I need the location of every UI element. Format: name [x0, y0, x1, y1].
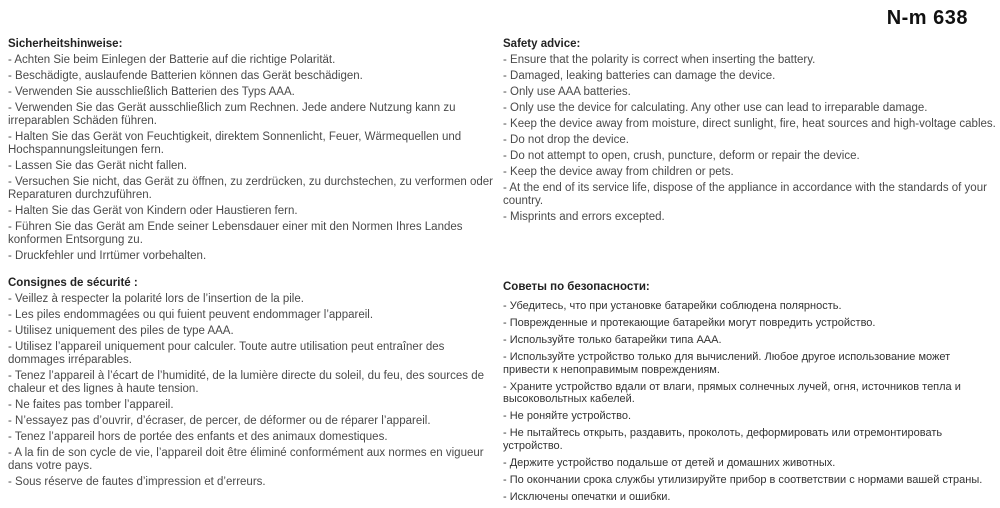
bullet-item: - Не роняйте устройство. [503, 410, 632, 422]
bullet-item: - Поврежденные и протекающие батарейки могут повредить устройство. [503, 317, 876, 329]
bullet-item: - Tenez l’appareil hors de portée des enfants et des animaux domestiques. [8, 431, 388, 443]
bullet-item: - Tenez l’appareil à l’écart de l’humidité, de la lumière directe du soleil, du feu, des sources de chaleur et des lignes à haute tension. [8, 370, 485, 395]
bullet-item: - Damaged, leaking batteries can damage the device. [503, 70, 776, 82]
bullet-item: - Halten Sie das Gerät von Kindern oder Haustieren fern. [8, 205, 298, 217]
bullet-item: - Achten Sie beim Einlegen der Batterie auf die richtige Polarität. [8, 54, 336, 66]
bullet-item: - Druckfehler und Irrtümer vorbehalten. [8, 250, 207, 262]
bullet-item: - N’essayez pas d’ouvrir, d’écraser, de percer, de déformer ou de réparer l’appareil. [8, 415, 431, 427]
bullet-item: - Les piles endommagées ou qui fuient peuvent endommager l’appareil. [8, 309, 374, 321]
bullet-item: - По окончании срока службы утилизируйте прибор в соответствии с нормами вашей страны. [503, 473, 983, 486]
russian-bullet-list [503, 300, 996, 503]
model-number: N-m 638 [886, 7, 968, 29]
bullet-item: - Ensure that the polarity is correct when inserting the battery. [503, 54, 816, 66]
french-bullet-list [8, 293, 497, 489]
bullet-item: - Only use the device for calculating. Any other use can lead to irreparable damage. [503, 102, 928, 114]
section-english [503, 37, 996, 227]
bullet-item: - Используйте только батарейки типа AAA. [503, 334, 722, 346]
section-french-heading: Consignes de sécurité : [8, 277, 138, 289]
section-english-heading: Safety advice: [503, 38, 581, 50]
bullet-item: - Verwenden Sie das Gerät ausschließlich zum Rechnen. Jede andere Nutzung kann zu irreparablen Schäden führen. [8, 102, 456, 127]
bullet-item: - A la fin de son cycle de vie, l’appareil doit être éliminé conformément aux normes en vigueur dans votre pays. [8, 447, 484, 472]
bullet-item: - Держите устройство подальше от детей и домашних животных. [503, 456, 836, 469]
bullet-item: - Veillez à respecter la polarité lors de l’insertion de la pile. [8, 293, 304, 305]
bullet-item: - Храните устройство вдали от влаги, прямых солнечных лучей, огня, источников тепла и высоковольтных кабелей. [503, 380, 961, 405]
bullet-item: - Halten Sie das Gerät von Feuchtigkeit, direktem Sonnenlicht, Feuer, Wärmequellen und Hochspannungsleitungen fern. [8, 131, 462, 156]
bullet-item: - Keep the device away from moisture, direct sunlight, fire, heat sources and high-voltage cables. [503, 118, 996, 130]
bullet-item: - Не пытайтесь открыть, раздавить, проколоть, деформировать или отремонтировать устройство. [503, 427, 943, 452]
bullet-item: - Utilisez uniquement des piles de type AAA. [8, 325, 234, 337]
german-bullet-list [8, 54, 497, 263]
bullet-item: - Исключены опечатки и ошибки. [503, 490, 671, 503]
bullet-item: - Misprints and errors excepted. [503, 211, 665, 223]
bullet-item: - Verwenden Sie ausschließlich Batterien des Typs AAA. [8, 86, 295, 98]
bullet-item: - Versuchen Sie nicht, das Gerät zu öffnen, zu zerdrücken, zu durchstechen, zu verformen oder Reparaturen durchzuführen. [8, 176, 493, 201]
english-bullet-list [503, 54, 996, 224]
bullet-item: - Do not drop the device. [503, 134, 629, 146]
section-french [8, 276, 497, 492]
bullet-item: - Führen Sie das Gerät am Ende seiner Lebensdauer einer mit den Normen Ihres Landes konformen Entsorgung zu. [8, 221, 463, 246]
bullet-item: - Do not attempt to open, crush, puncture, deform or repair the device. [503, 150, 860, 162]
bullet-item: - Sous réserve de fautes d’impression et d’erreurs. [8, 476, 266, 488]
bullet-item: - Используйте устройство только для вычислений. Любое другое использование может привести к непоправимым повреждениям. [503, 351, 951, 376]
section-russian-heading: Советы по безопасности: [503, 281, 650, 293]
bullet-item: - Убедитесь, что при установке батарейки соблюдена полярность. [503, 300, 842, 312]
bullet-item: - Keep the device away from children or pets. [503, 166, 734, 178]
bullet-item: - Only use AAA batteries. [503, 86, 631, 98]
section-russian [503, 280, 996, 508]
section-german [8, 37, 497, 266]
section-german-heading: Sicherheitshinweise: [8, 38, 123, 50]
bullet-item: - Utilisez l’appareil uniquement pour calculer. Toute autre utilisation peut entraîner des dommages irréparables. [8, 341, 445, 366]
bullet-item: - Beschädigte, auslaufende Batterien können das Gerät beschädigen. [8, 70, 363, 82]
bullet-item: - At the end of its service life, dispose of the appliance in accordance with the standards of your country. [503, 182, 987, 207]
bullet-item: - Lassen Sie das Gerät nicht fallen. [8, 160, 187, 172]
bullet-item: - Ne faites pas tomber l’appareil. [8, 399, 174, 411]
